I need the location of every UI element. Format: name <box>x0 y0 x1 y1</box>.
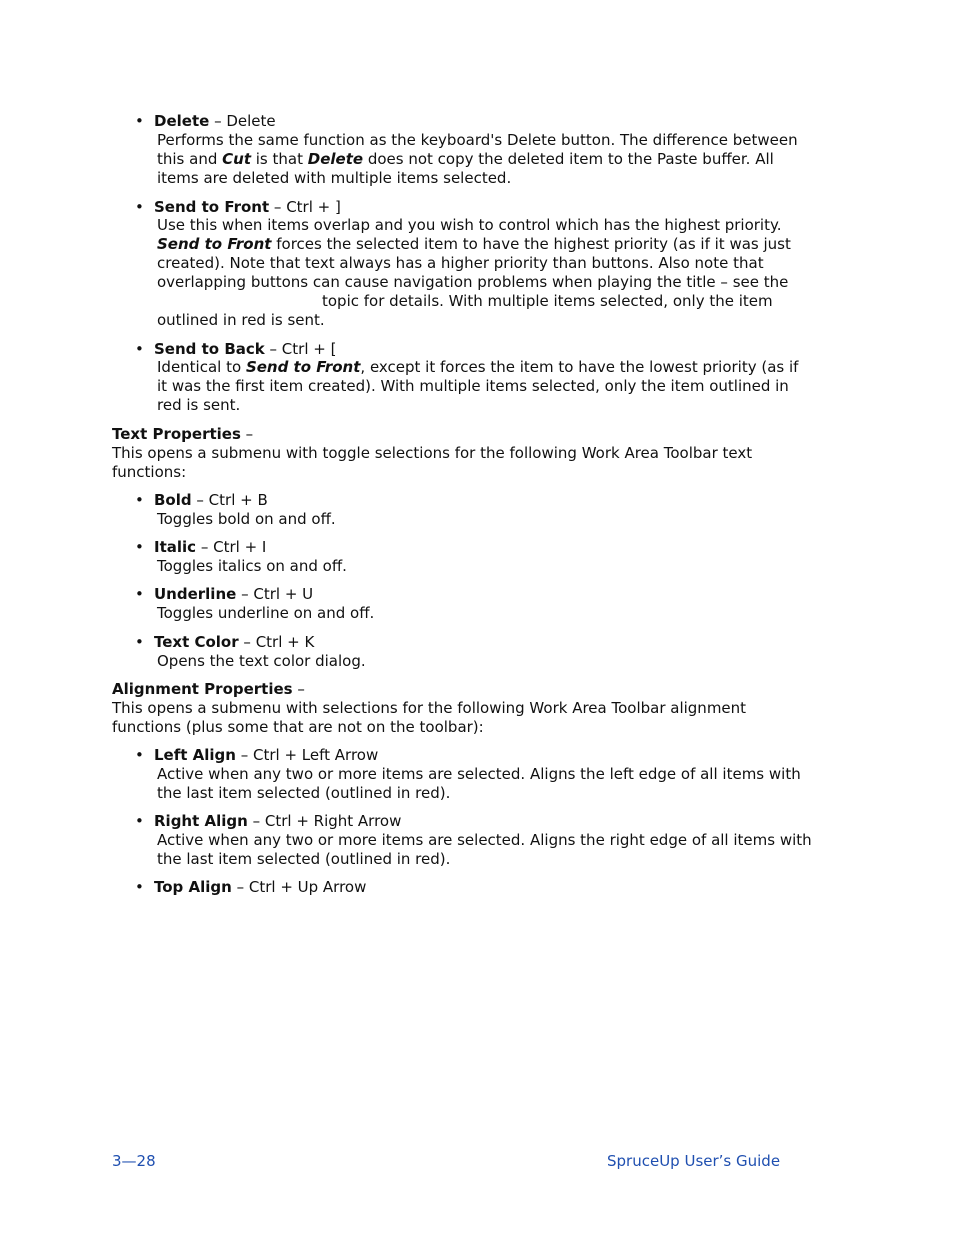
italic-item-title: Italic – Ctrl + I <box>154 538 267 556</box>
send-to-back-desc-line: Identical to Send to Front, except it forces the item to have the lowest priority (as if <box>157 358 799 376</box>
right-align-item-title: Right Align – Ctrl + Right Arrow <box>154 812 402 830</box>
bullet: • <box>135 340 144 358</box>
bullet: • <box>135 878 144 896</box>
left-align-desc-line: the last item selected (outlined in red). <box>157 784 451 802</box>
send-to-front-desc-line: outlined in red is sent. <box>157 311 325 329</box>
right-align-desc-line: the last item selected (outlined in red). <box>157 850 451 868</box>
send-to-front-shortcut: Ctrl + ] <box>286 198 341 216</box>
guide-title: SpruceUp User’s Guide <box>607 1152 781 1170</box>
text-properties-desc-line: This opens a submenu with toggle selections for the following Work Area Toolbar text <box>112 444 753 462</box>
bullet: • <box>135 198 144 216</box>
italic-desc: Toggles italics on and off. <box>157 557 347 575</box>
page-number: 3—28 <box>112 1152 156 1170</box>
text-properties-desc-line: functions: <box>112 463 187 481</box>
send-to-front-item-title <box>154 198 341 217</box>
right-align-desc-line: Active when any two or more items are selected. Aligns the right edge of all items with <box>157 831 812 849</box>
send-to-front-desc-line: overlapping buttons can cause navigation problems when playing the title – see the <box>157 273 789 291</box>
text-color-item-title: Text Color – Ctrl + K <box>154 633 315 651</box>
underline-desc: Toggles underline on and off. <box>157 604 375 622</box>
send-to-back-desc-line: red is sent. <box>157 396 241 414</box>
top-align-item-title: Top Align – Ctrl + Up Arrow <box>154 878 367 896</box>
delete-shortcut: Delete <box>226 112 276 130</box>
alignment-properties-heading: Alignment Properties – <box>112 680 305 698</box>
bold-desc: Toggles bold on and off. <box>157 510 336 528</box>
bullet: • <box>135 585 144 603</box>
bullet: • <box>135 812 144 830</box>
bullet: • <box>135 746 144 764</box>
underline-item-title: Underline – Ctrl + U <box>154 585 314 603</box>
send-to-front-desc-line: created). Note that text always has a higher priority than buttons. Also note that <box>157 254 764 272</box>
dash: – <box>264 340 282 358</box>
bullet: • <box>135 633 144 651</box>
bullet: • <box>135 538 144 556</box>
left-align-item-title: Left Align – Ctrl + Left Arrow <box>154 746 379 764</box>
dash: – <box>209 112 227 130</box>
send-to-front-term: Send to Front <box>154 198 270 216</box>
bold-item-title: Bold – Ctrl + B <box>154 491 268 509</box>
bullet: • <box>135 112 144 130</box>
send-to-back-item-title <box>154 340 336 359</box>
send-to-back-shortcut: Ctrl + [ <box>281 340 337 358</box>
delete-desc-line: Performs the same function as the keyboard's Delete button. The difference between <box>157 131 798 149</box>
text-color-desc: Opens the text color dialog. <box>157 652 366 670</box>
text-properties-heading: Text Properties – <box>112 425 254 443</box>
delete-desc-line: this and Cut is that Delete does not copy the deleted item to the Paste buffer. All <box>157 150 774 168</box>
delete-item-title <box>154 112 276 131</box>
alignment-properties-desc-line: functions (plus some that are not on the toolbar): <box>112 718 484 736</box>
alignment-properties-desc-line: This opens a submenu with selections for the following Work Area Toolbar alignment <box>112 699 747 717</box>
send-to-front-desc-line: Use this when items overlap and you wish to control which has the highest priority. <box>157 216 782 234</box>
send-to-back-desc-line: it was the first item created). With multiple items selected, only the item outlined in <box>157 377 789 395</box>
delete-term: Delete <box>154 112 210 130</box>
bullet: • <box>135 491 144 509</box>
send-to-back-term: Send to Back <box>154 340 265 358</box>
send-to-front-desc-line: topic for details. With multiple items selected, only the item <box>322 292 773 310</box>
delete-desc-line: items are deleted with multiple items selected. <box>157 169 512 187</box>
send-to-front-desc-line: Send to Front forces the selected item to have the highest priority (as if it was just <box>157 235 791 253</box>
dash: – <box>269 198 287 216</box>
left-align-desc-line: Active when any two or more items are selected. Aligns the left edge of all items with <box>157 765 801 783</box>
